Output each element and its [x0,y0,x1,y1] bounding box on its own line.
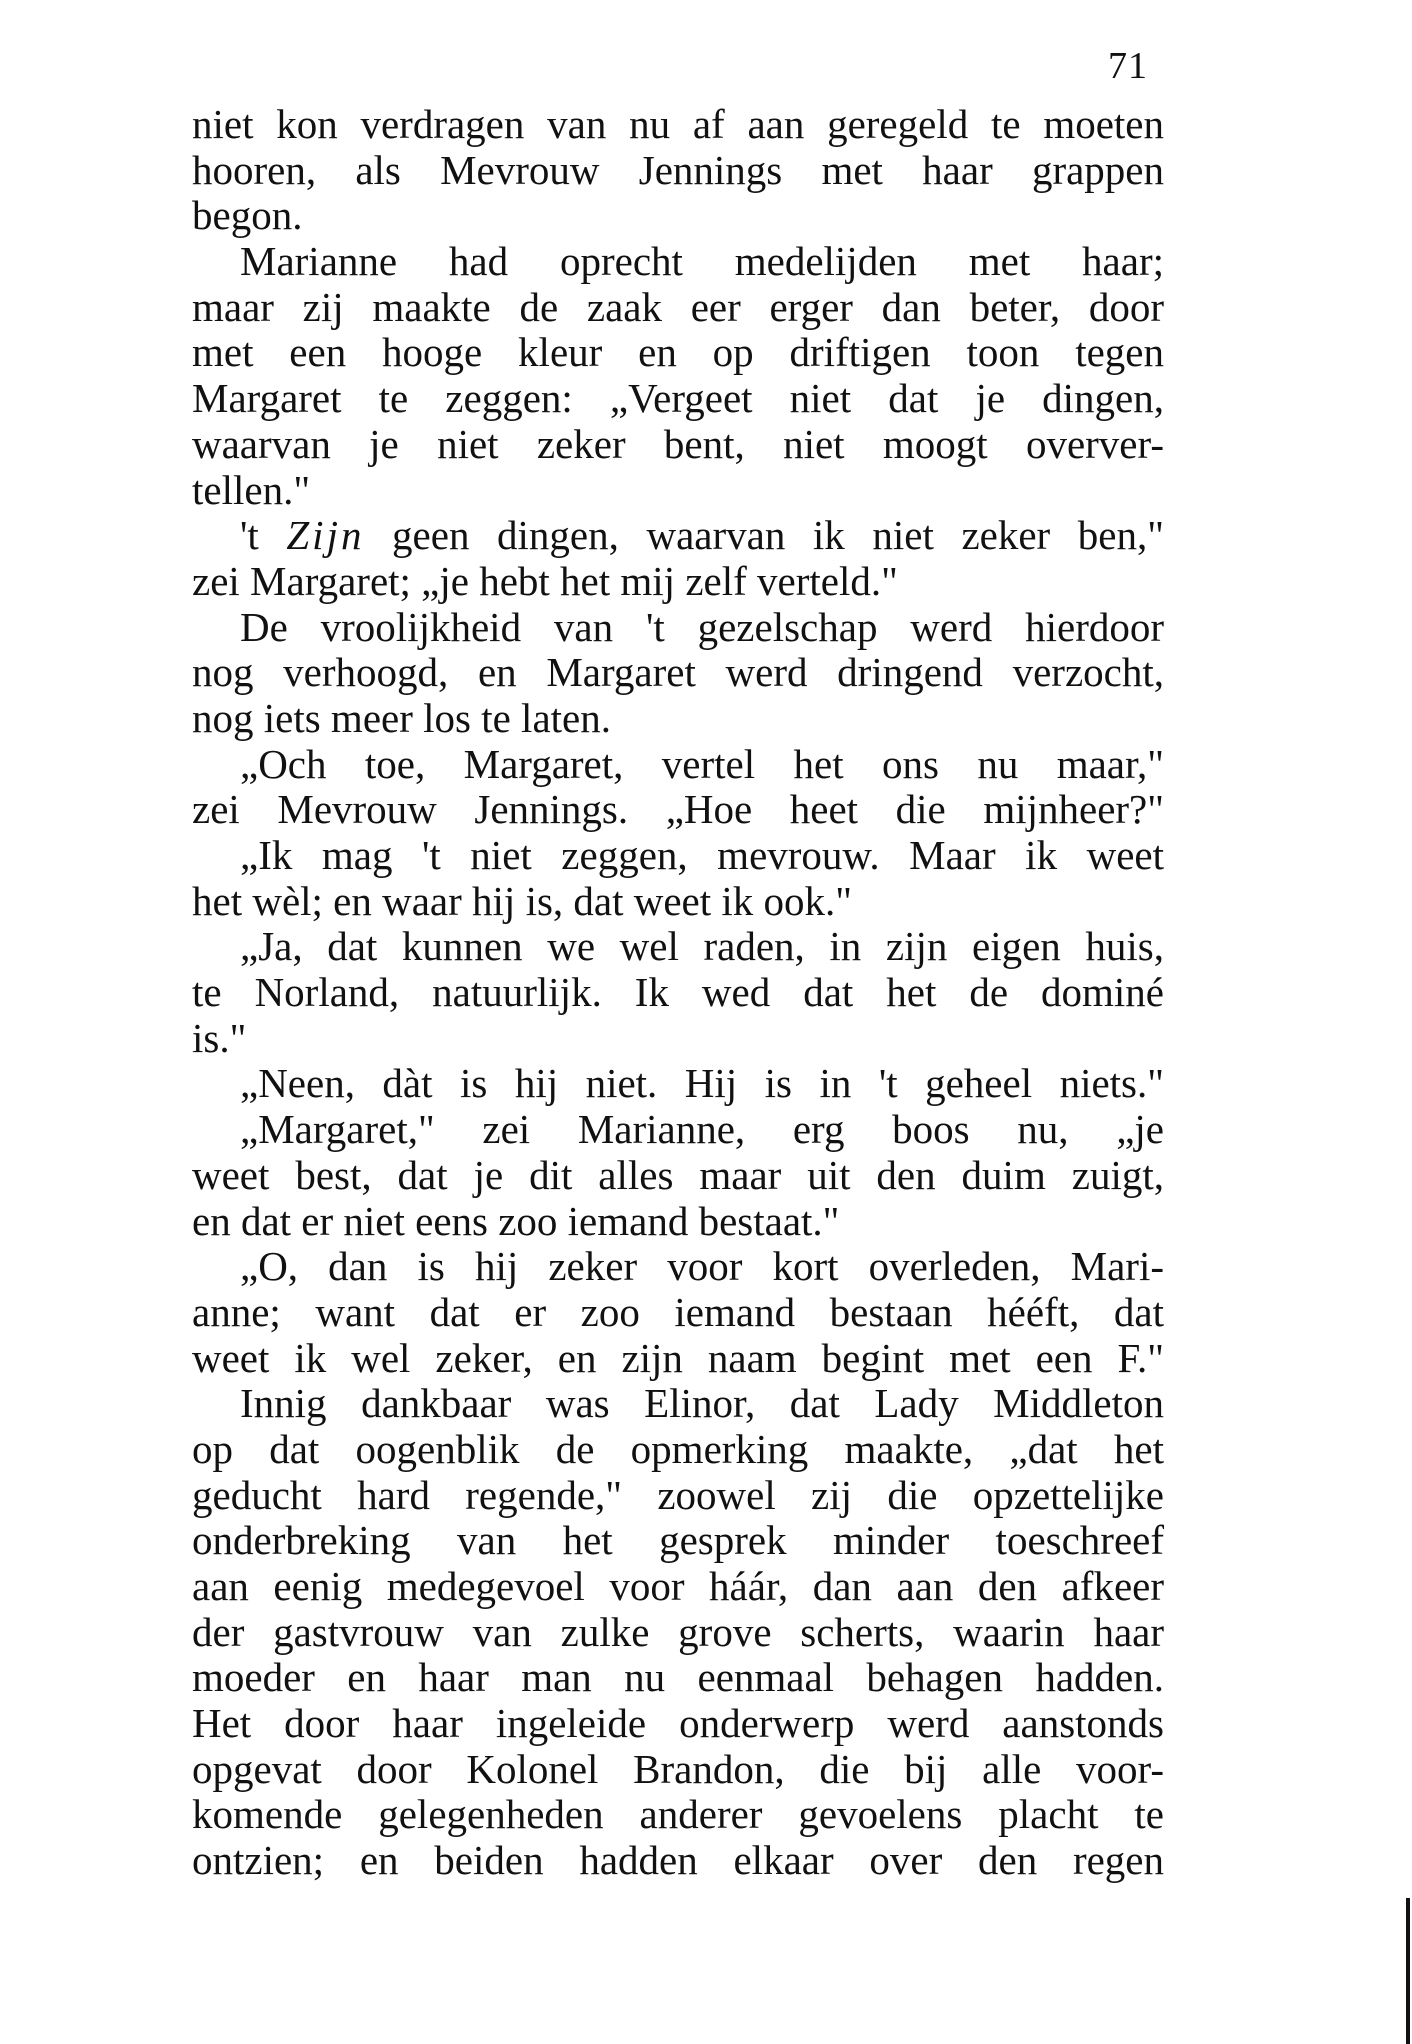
text-line: het wèl; en waar hij is, dat weet ik ook." [192,877,853,924]
text-line: is." [192,1014,247,1061]
text-line: nog iets meer los te laten. [192,694,611,741]
text-line: zei Margaret; „je hebt het mij zelf verteld." [192,557,898,604]
page-number: 71 [1108,45,1148,87]
text-line: tellen." [192,466,311,513]
text-line: op dat oogenblik de opmerking maakte, „dat het [192,1425,1164,1472]
text-line: komende gelegenheden anderer gevoelens placht te [192,1791,1164,1838]
text-line: „Ja, dat kunnen we wel raden, in zijn eigen huis, [240,923,1164,970]
scan-edge-mark [1406,1898,1410,2044]
text-line: „O, dan is hij zeker voor kort overleden, Mari- [240,1243,1164,1290]
text-line: waarvan je niet zeker bent, niet moogt overver- [192,420,1164,467]
text-line: zei Mevrouw Jennings. „Hoe heet die mijnheer?" [192,786,1164,833]
text-line: opgevat door Kolonel Brandon, die bij alle voor- [192,1745,1164,1792]
text-line: nog verhoogd, en Margaret werd dringend verzocht, [192,649,1164,696]
text-line: maar zij maakte de zaak eer erger dan beter, door [192,283,1164,330]
text-line: „Neen, dàt is hij niet. Hij is in 't geheel niets." [240,1060,1164,1107]
text-line: begon. [192,192,303,239]
body-text [192,102,1164,1884]
text-line: anne; want dat er zoo iemand bestaan hééft, dat [192,1288,1164,1335]
text-line: De vroolijkheid van 't gezelschap werd hierdoor [240,603,1164,650]
text-line-italic [192,513,1164,559]
text-line: Margaret te zeggen: „Vergeet niet dat je dingen, [192,375,1164,422]
text-line: „Och toe, Margaret, vertel het ons nu maar," [240,740,1164,787]
text-line: Innig dankbaar was Elinor, dat Lady Middleton [240,1380,1164,1427]
text-line: moeder en haar man nu eenmaal behagen hadden. [192,1654,1164,1701]
text-line: onderbreking van het gesprek minder toeschreef [192,1517,1164,1564]
text-line: geducht hard regende," zoowel zij die opzettelijke [192,1471,1164,1518]
text-line: ontzien; en beiden hadden elkaar over den regen [192,1837,1164,1884]
text-line: „Margaret," zei Marianne, erg boos nu, „je [240,1106,1164,1153]
text-line: weet ik wel zeker, en zijn naam begint met een F." [192,1334,1164,1381]
text-line: hooren, als Mevrouw Jennings met haar grappen [192,146,1164,193]
text-fragment: geen dingen, waarvan ik niet zeker ben," [364,512,1164,559]
text-line: „Ik mag 't niet zeggen, mevrouw. Maar ik weet [240,832,1164,878]
text-line: weet best, dat je dit alles maar uit den duim zuigt, [192,1151,1164,1198]
text-line: Het door haar ingeleide onderwerp werd aanstonds [192,1700,1164,1747]
text-line: Marianne had oprecht medelijden met haar; [240,238,1164,285]
text-line: te Norland, natuurlijk. Ik wed dat het de dominé [192,969,1164,1016]
text-fragment: 't [240,512,287,559]
text-line: der gastvrouw van zulke grove scherts, waarin haar [192,1608,1164,1655]
text-line: met een hooge kleur en op driftigen toon tegen [192,329,1164,376]
text-line: aan eenig medegevoel voor háár, dan aan den afkeer [192,1563,1164,1609]
emphasis-word: Zijn [286,512,365,559]
text-line: niet kon verdragen van nu af aan geregeld te moeten [192,101,1164,147]
text-line: en dat er niet eens zoo iemand bestaat." [192,1197,840,1244]
